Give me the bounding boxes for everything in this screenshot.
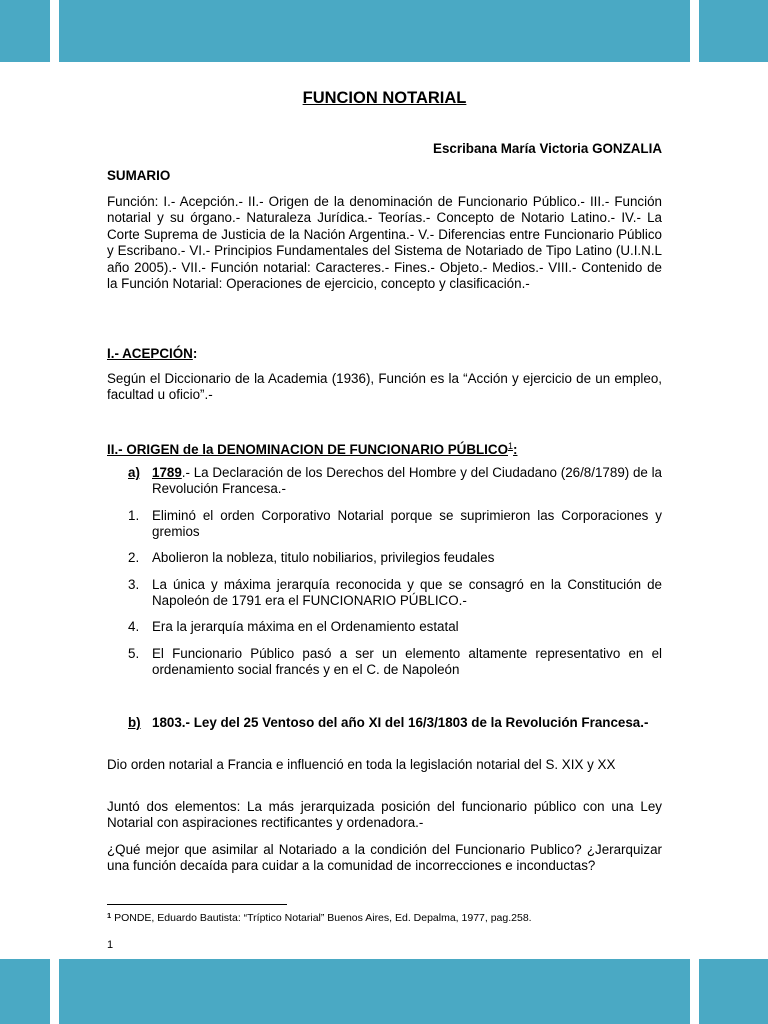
section-2-heading-colon: : [513, 442, 518, 457]
list-item-body: .- La Declaración de los Derechos del Hombre y del Ciudadano (26/8/1789) de la Revolución Francesa.- [152, 465, 662, 497]
page-number: 1 [107, 939, 114, 951]
list-item [128, 508, 662, 541]
section-1-heading-colon: : [192, 346, 198, 361]
body-paragraph: Juntó dos elementos: La más jerarquizada posición del funcionario público con una Ley Notarial con aspiraciones rectificantes y ordenadora.- [107, 799, 662, 831]
footnote [107, 909, 662, 925]
list-marker: a) [128, 465, 140, 480]
list-item [128, 646, 662, 679]
year-label: 1789 [152, 465, 182, 480]
body-paragraph: Dio orden notarial a Francia e influenció en toda la legislación notarial del S. XIX y XX [107, 757, 616, 772]
footnote-text: PONDE, Eduardo Bautista: “Tríptico Notarial” Buenos Aires, Ed. Depalma, 1977, pag.258. [111, 912, 532, 924]
section-2-heading [107, 438, 517, 458]
top-right-band [699, 0, 768, 62]
list-marker: 4. [128, 619, 140, 634]
section-1-paragraph: Según el Diccionario de la Academia (1936), Función es la “Acción y ejercicio de un empleo, facultad u oficio”.- [107, 371, 662, 403]
list-marker: 5. [128, 646, 140, 661]
body-paragraph: ¿Qué mejor que asimilar al Notariado a la condición del Funcionario Publico? ¿Jerarquizar una función decaída para cuidar a la comunidad de incorrecciones e inconductas? [107, 842, 662, 874]
list-item [128, 550, 662, 566]
author-line: Escribana María Victoria GONZALIA [433, 141, 662, 156]
list-marker: 1. [128, 508, 140, 523]
section-1-heading-text: I.- ACEPCIÓN [107, 346, 193, 361]
bottom-left-band [0, 959, 50, 1024]
list-item-text: El Funcionario Público pasó a ser un elemento altamente representativo en el ordenamiento social francés y en el C. de Napoleón [152, 646, 662, 678]
list-item [128, 619, 662, 635]
list-item-text: Abolieron la nobleza, titulo nobiliarios, privilegios feudales [152, 550, 495, 565]
list-item-text: Eliminó el orden Corporativo Notarial porque se suprimieron las Corporaciones y gremios [152, 508, 662, 540]
section-1-heading [107, 346, 197, 362]
list-marker: 3. [128, 577, 140, 592]
document-title: FUNCION NOTARIAL [302, 89, 467, 107]
footnote-separator [107, 904, 287, 905]
bottom-right-band [699, 959, 768, 1024]
sumario-heading: SUMARIO [107, 168, 171, 183]
list-item-text: Era la jerarquía máxima en el Ordenamiento estatal [152, 619, 459, 634]
list-item-b [128, 715, 662, 731]
sumario-text: Función: I.- Acepción.- II.- Origen de la denominación de Funcionario Público.- III.- Función notarial y su órgano.- Naturaleza Jurídica.- Teorías.- Concepto de Notario Latino.- IV.- La Corte Suprema de Justicia de la Nación Argentina.- V.- Diferencias entre Funcionario Público y Escribano.- VI.- Principios Fundamentales del Sistema de Notariado de Tipo Latino (U.I.N.L año 2005).- VII.- Función notarial: Caracteres.- Fines.- Objeto.- Medios.- VIII.- Contenido de la Función Notarial: Operaciones de ejercicio, concepto y clasificación.- [107, 194, 662, 292]
footnote-reference: 1 [508, 441, 514, 451]
section-2-heading-text: II.- ORIGEN de la DENOMINACION DE FUNCIONARIO PÚBLICO [107, 442, 508, 457]
top-left-band [0, 0, 50, 62]
footnote-number: 1 [107, 911, 112, 920]
list-item [128, 577, 662, 610]
bottom-center-band [59, 959, 690, 1024]
list-item-text [152, 465, 662, 498]
list-marker: 2. [128, 550, 140, 565]
list-item-text: La única y máxima jerarquía reconocida y que se consagró en la Constitución de Napoleón de 1791 era el FUNCIONARIO PÚBLICO.- [152, 577, 662, 609]
list-item-a [128, 465, 662, 498]
top-center-band [59, 0, 690, 62]
list-marker: b) [128, 715, 141, 730]
list-item-text: 1803.- Ley del 25 Ventoso del año XI del 16/3/1803 de la Revolución Francesa.- [152, 715, 649, 730]
